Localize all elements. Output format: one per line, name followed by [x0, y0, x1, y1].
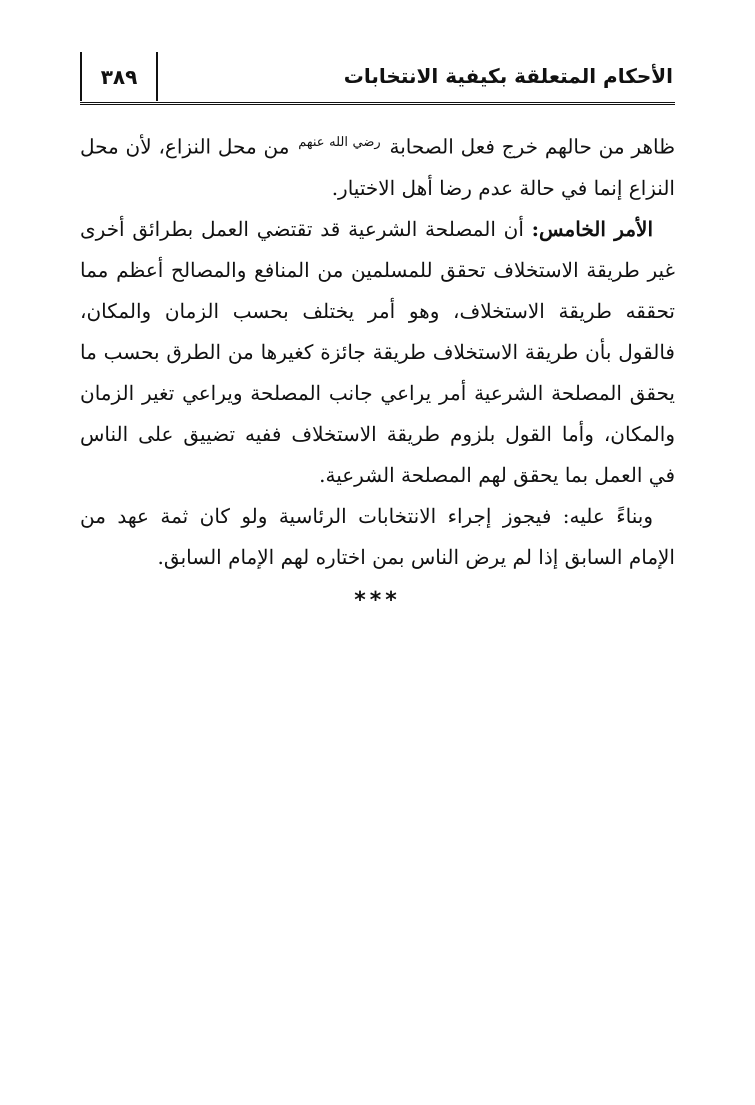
paragraph-1-text-before: ظاهر من حالهم خرج فعل الصحابة: [389, 134, 676, 159]
paragraph-1: [80, 122, 675, 209]
body-text: [80, 122, 675, 621]
page-header: [80, 52, 675, 105]
paragraph-2-text: أن المصلحة الشرعية قد تقتضي العمل بطرائق أخرى غير طريقة الاستخلاف تحقق للمسلمين من المنافع والمصالح أعظم مما تحققه طريقة الاستخلاف، وهو أمر يختلف بحسب الزمان والمكان، فالقول بأن طريقة الاستخلاف طريقة جائزة كغيرها من الطرق بحسب ما يحقق المصلحة الشرعية أمر يراعي جانب المصلحة ويراعي تغير الزمان والمكان، وأما القول بلزوم طريقة الاستخلاف ففيه تضييق على الناس في العمل بما يحقق لهم المصلحة الشرعية.: [80, 216, 675, 487]
paragraph-2-lead-term: الأمر الخامس:: [531, 216, 654, 241]
paragraph-3-text: وبناءً عليه: فيجوز إجراء الانتخابات الرئاسية ولو كان ثمة عهد من الإمام السابق إذا لم يرض الناس بمن اختاره لهم الإمام السابق.: [80, 503, 675, 569]
paragraph-2: [80, 209, 675, 496]
running-title: الأحكام المتعلقة بكيفية الانتخابات: [343, 64, 673, 88]
page-number-box: [80, 52, 158, 101]
page-number: ٣٨٩: [100, 64, 138, 89]
section-divider: ***: [354, 587, 401, 613]
paragraph-3: [80, 496, 675, 578]
honorific-symbol: رضي الله عنهم: [298, 135, 381, 150]
paragraph-1-text-after: من محل النزاع، لأن محل النزاع إنما في حالة عدم رضا أهل الاختيار.: [80, 134, 675, 200]
